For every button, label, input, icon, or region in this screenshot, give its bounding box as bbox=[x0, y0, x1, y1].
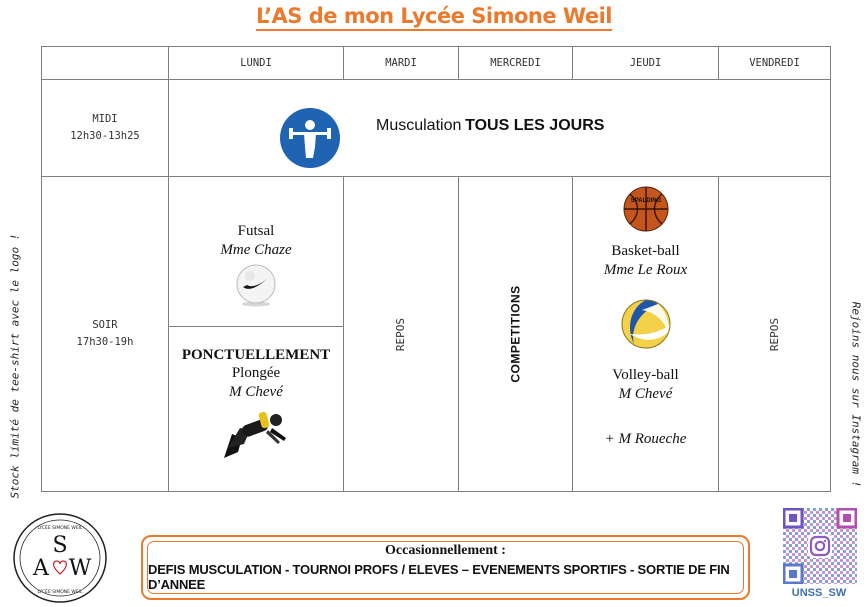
basketball-brand: SPALDING bbox=[630, 198, 661, 204]
logo-letter-s: S bbox=[52, 533, 68, 558]
side-note-tshirt: Stock limité de tee-shirt avec le logo ! bbox=[8, 233, 22, 499]
midi-label: MIDI bbox=[92, 113, 118, 125]
midi-activity: Musculation TOUS LES JOURS bbox=[376, 117, 605, 134]
occasional-events-banner bbox=[141, 535, 750, 600]
volleyball-icon bbox=[620, 298, 672, 354]
plongee-label: Plongée bbox=[231, 365, 281, 381]
midi-musculation-cell bbox=[169, 80, 830, 177]
lundi-futsal-cell bbox=[169, 177, 344, 327]
vendredi-repos-cell bbox=[719, 177, 830, 491]
soir-label: SOIR bbox=[92, 319, 118, 331]
volley-teacher: M Chevé bbox=[618, 386, 673, 402]
futsal-teacher: Mme Chaze bbox=[220, 242, 292, 258]
row-label-soir bbox=[42, 177, 169, 491]
futsal-label: Futsal bbox=[237, 223, 275, 239]
midi-time: 12h30-13h25 bbox=[70, 130, 140, 142]
instagram-handle[interactable]: UNSS_SW bbox=[791, 587, 847, 599]
basketball-icon bbox=[622, 185, 670, 237]
header-mercredi: MERCREDI bbox=[459, 47, 573, 80]
schedule-table bbox=[41, 46, 831, 492]
basket-label: Basket-ball bbox=[611, 243, 680, 259]
weightlifting-icon bbox=[279, 107, 341, 173]
diver-icon bbox=[220, 408, 292, 468]
logo-letter-w: W bbox=[68, 556, 92, 581]
vendredi-repos-label: REPOS bbox=[768, 317, 781, 351]
banner-title: Occasionnellement : bbox=[385, 543, 506, 558]
row-label-midi bbox=[42, 80, 169, 177]
mardi-repos-cell bbox=[344, 177, 459, 491]
instagram-qr-code[interactable] bbox=[783, 508, 857, 588]
logo-letter-a: A bbox=[33, 556, 49, 581]
soir-time: 17h30-19h bbox=[76, 336, 134, 348]
plongee-teacher: M Chevé bbox=[229, 384, 283, 400]
jeudi-cell bbox=[573, 177, 719, 491]
header-jeudi: JEUDI bbox=[573, 47, 719, 80]
volley-label: Volley-ball bbox=[612, 367, 679, 383]
soccer-ball-icon bbox=[234, 263, 278, 311]
school-logo bbox=[12, 512, 108, 607]
logo-top-text: LYCÉE SIMONE WEIL bbox=[37, 526, 83, 531]
mercredi-competitions-cell bbox=[459, 177, 573, 491]
side-note-instagram: Rejoins nous sur Instagram ! bbox=[849, 301, 863, 488]
ponctuellement-label: PONCTUELLEMENT bbox=[181, 347, 331, 363]
header-vendredi: VENDREDI bbox=[719, 47, 830, 80]
mardi-repos-label: REPOS bbox=[394, 317, 408, 351]
page-title: L’AS de mon Lycée Simone Weil bbox=[0, 4, 868, 28]
lundi-plongee-cell bbox=[169, 327, 344, 491]
header-corner bbox=[42, 47, 169, 80]
mercredi-competitions-label: COMPETITIONS bbox=[508, 285, 523, 383]
basket-teacher: Mme Le Roux bbox=[603, 262, 688, 278]
header-lundi: LUNDI bbox=[169, 47, 344, 80]
extra-teacher: + M Roueche bbox=[604, 431, 687, 447]
logo-bottom-text: LYCÉE SIMONE WEIL bbox=[37, 590, 83, 595]
header-mardi: MARDI bbox=[344, 47, 459, 80]
banner-text: DEFIS MUSCULATION - TOURNOI PROFS / ELEVES – EVENEMENTS SPORTIFS - SORTIE DE FIN D’ANNEE bbox=[148, 562, 730, 592]
